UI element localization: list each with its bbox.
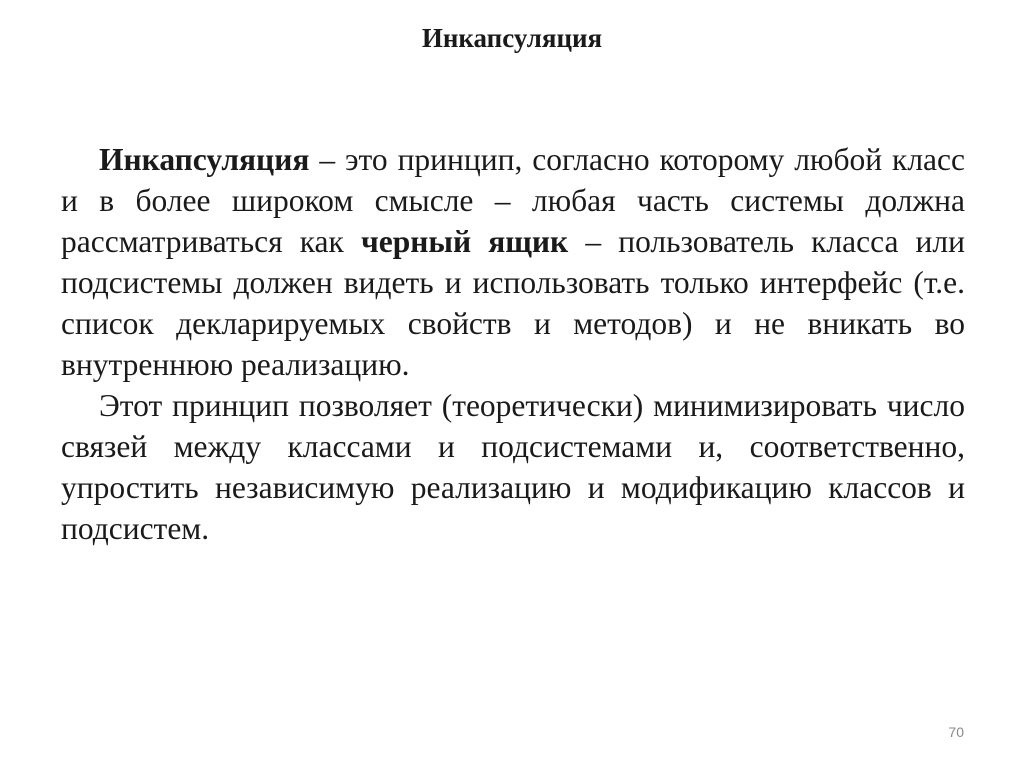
page-number: 70: [948, 724, 964, 740]
term-encapsulation: Инкапсуляция: [99, 142, 310, 177]
paragraph-definition: [61, 139, 965, 385]
term-black-box: черный ящик: [360, 224, 569, 259]
slide-title: Инкапсуляция: [421, 23, 603, 53]
definition-text-part1: – это принцип, согласно которому любой класс и в более широком смысле – любая часть системы должна рассматриваться как: [61, 142, 965, 259]
slide-body: [61, 139, 965, 549]
definition-text-part2: – пользователь класса или подсистемы должен видеть и использовать только интерфейс (т.е. список декларируемых свойств и методов) и не вникать во внутреннюю реализацию.: [61, 224, 965, 382]
paragraph-benefits: Этот принцип позволяет (теоретически) минимизировать число связей между классами и подсистемами и, соответственно, упростить независимую реализацию и модификацию классов и подсистем.: [61, 388, 965, 546]
